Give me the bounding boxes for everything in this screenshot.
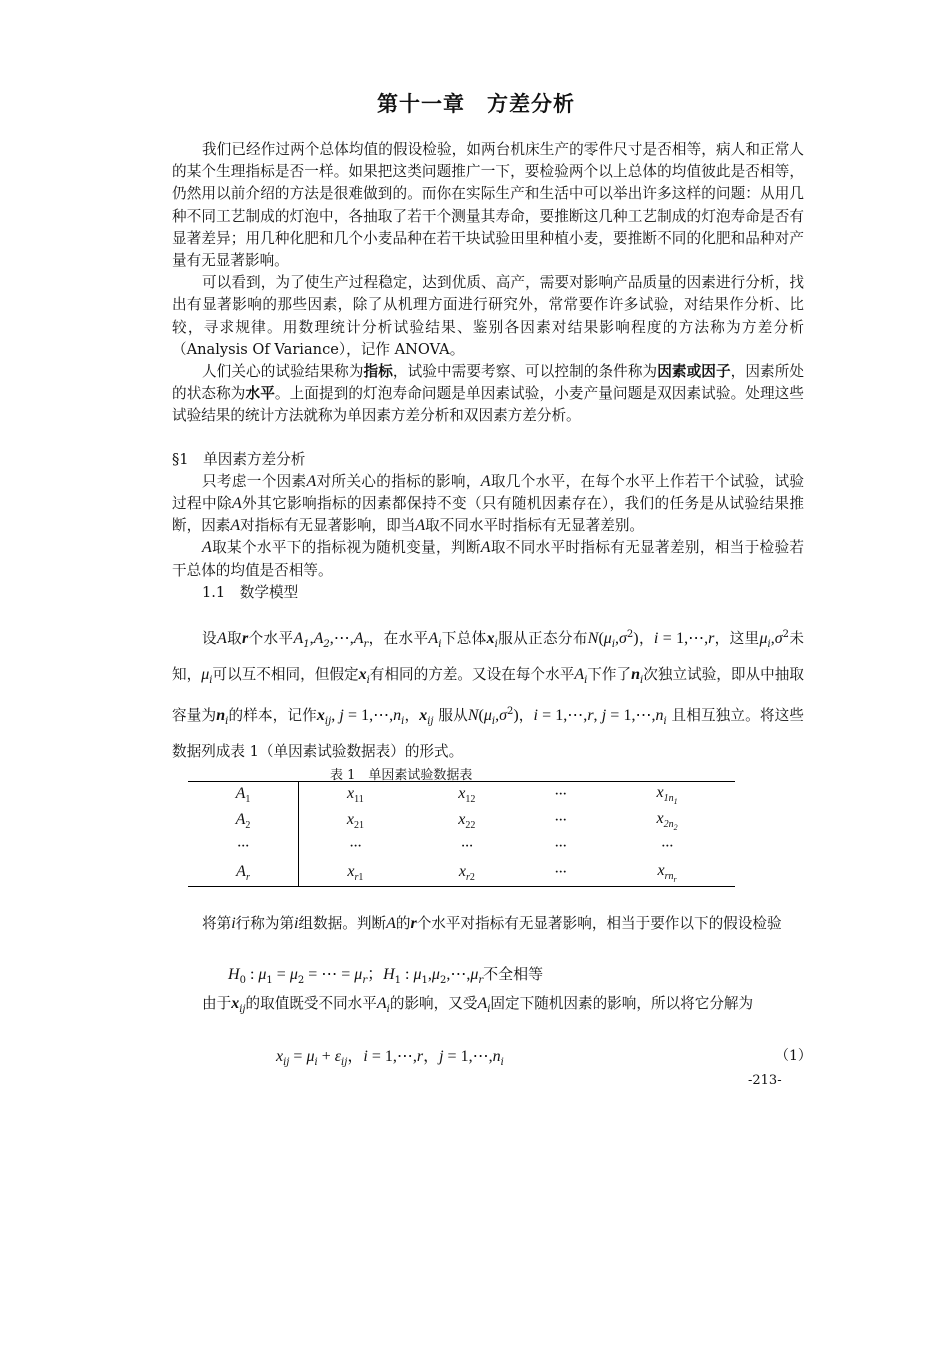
subsection-heading: 1.1 数学模型 xyxy=(202,583,299,601)
intro-paragraph-2: 可以看到，为了使生产过程稳定，达到优质、高产，需要对影响产品质量的因素进行分析，找出有显著影响的那些因素，除了从机理方面进行研究外，常常要作许多试验，对结果作分析、比较，寻求规律。用数理统计分析试验结果、鉴别各因素对结果影响程度的方法称为方差分析（Analysis Of Variance），记作 ANOVA。 xyxy=(172,274,804,358)
table-row: $A_r$ $x_{r1}$ $x_{r2}$ ··· $x_{rn_r}$ xyxy=(188,860,735,887)
data-table xyxy=(188,781,735,887)
term-indicator: 指标 xyxy=(363,363,393,381)
model-paragraph: 设A取r个水平$A_1,A_2,\cdots,A_r$，在水平$A_i$下总体$x_i$服从正态分布$N(\mu_i,\sigma^2)$，i = 1,⋯,r，这里$\mu_i,\sigma^2$未知，$\mu_i$可以互不相同，但假定$x_i$有相同的方差。又设在每个水平$A_i$下作了$n_i$次独立试验，即从中抽取容量为$n_i$的样本，记作$x_{ij}$, $j = 1,\cdots,n_i$，$x_{ij}$ 服从$N(\mu_i,\sigma^2)$，i = 1,⋯,r, $j = 1,\cdots,n_i$ 且相互独立。将这些数据列成表 1（单因素试验数据表）的形式。 xyxy=(172,629,804,760)
section-heading: §1 单因素方差分析 xyxy=(172,450,306,468)
table-row: $A_2$ $x_{21}$ $x_{22}$ ··· $x_{2n_2}$ xyxy=(188,808,735,834)
hypothesis-equation: $H_0$ : $\mu_1 = \mu_2$ = ⋯ = $\mu_r$；$H_1$ : $\mu_1,\mu_2,\cdots,\mu_r$不全相等 xyxy=(228,965,544,986)
intro-text xyxy=(172,139,804,604)
page-number: -213- xyxy=(748,1073,782,1088)
intro-paragraph-3: 人们关心的试验结果称为指标，试验中需要考察、可以控制的条件称为因素或因子，因素所处的状态称为水平。上面提到的灯泡寿命问题是单因素试验，小麦产量问题是双因素试验。处理这些试验结果的统计方法就称为单因素方差分析和双因素方差分析。 xyxy=(172,363,804,425)
hypothesis-text: 将第i行称为第i组数据。判断A的r个水平对指标有无显著影响，相当于要作以下的假设检验 xyxy=(202,915,782,932)
term-level: 水平 xyxy=(245,385,275,403)
intro-paragraph-1: 我们已经作过两个总体均值的假设检验，如两台机床生产的零件尺寸是否相等，病人和正常人的某个生理指标是否一样。如果把这类问题推广一下，要检验两个以上总体的均值彼此是否相等，仍然用以前介绍的方法是很难做到的。而你在实际生产和生活中可以举出许多这样的问题：从用几种不同工艺制成的灯泡中，各抽取了若干个测量其寿命，要推断这几种工艺制成的灯泡寿命是否有显著差异；用几种化肥和几个小麦品种在若干块试验田里种植小麦，要推断不同的化肥和品种对产量有无显著影响。 xyxy=(172,141,804,270)
term-factor: 因素或因子 xyxy=(657,363,731,381)
table-caption: 表 1 单因素试验数据表 xyxy=(330,768,473,783)
table-row: $A_1$ $x_{11}$ $x_{12}$ ··· $x_{1n_1}$ xyxy=(188,782,735,809)
decomposition-text: 由于$x_{ij}$的取值既受不同水平$A_i$的影响，又受$A_i$固定下随机因素的影响，所以将它分解为 xyxy=(202,995,754,1015)
section-paragraph-1: 只考虑一个因素A对所关心的指标的影响，A取几个水平，在每个水平上作若干个试验，试验过程中除A外其它影响指标的因素都保持不变（只有随机因素存在），我们的任务是从试验结果推断，因素A对指标有无显著影响，即当A取不同水平时指标有无显著差别。 xyxy=(172,472,804,535)
equation-number: （1） xyxy=(775,1048,812,1064)
section-paragraph-2: A取某个水平下的指标视为随机变量，判断A取不同水平时指标有无显著差别，相当于检验若干总体的均值是否相等。 xyxy=(172,539,804,579)
chapter-title: 第十一章 方差分析 xyxy=(377,92,575,116)
table-row: ··· ··· ··· ··· ··· xyxy=(188,834,735,860)
model-equation: $x_{ij} = \mu_i + \varepsilon_{ij}$，i = 1,⋯,r，$j = 1,\cdots,n_i$ xyxy=(276,1048,504,1068)
